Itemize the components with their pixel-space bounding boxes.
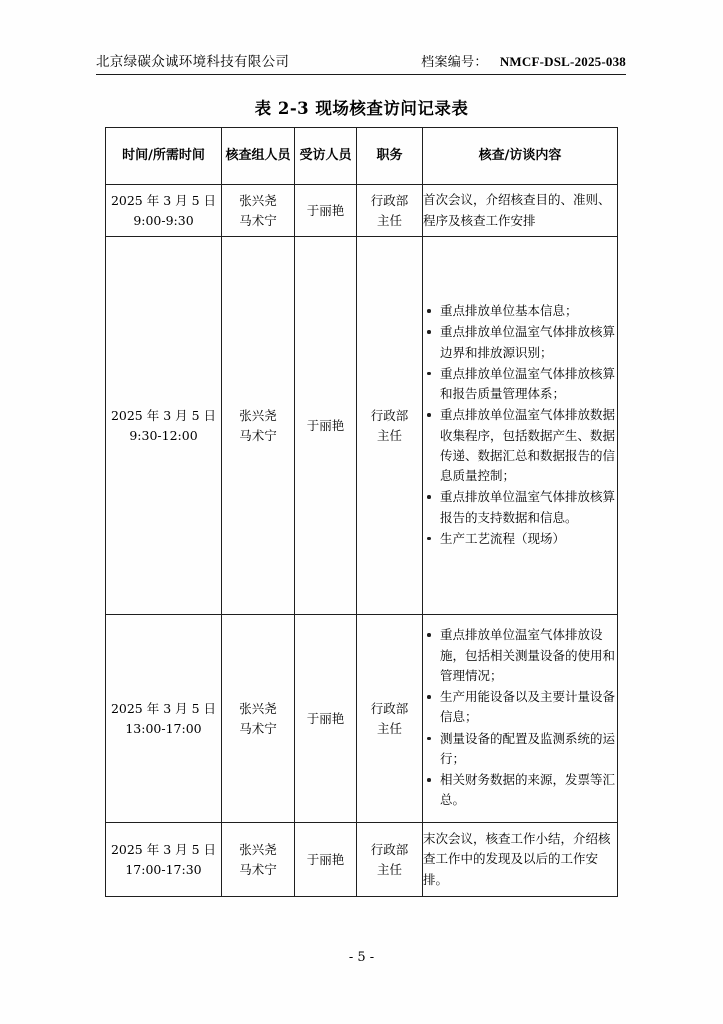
cell-role-line2: 主任 [376, 212, 402, 228]
cell-time-line2: 9:30-12:00 [129, 427, 198, 443]
cell-time-line2: 9:00-9:30 [133, 212, 194, 228]
cell-team-line1: 张兴尧 [239, 193, 277, 209]
list-item: 相关财务数据的来源，发票等汇总。 [438, 770, 617, 811]
cell-team [222, 823, 295, 897]
cell-role-line2: 主任 [376, 720, 402, 736]
column-header-time: 时间/所需时间 [106, 128, 222, 185]
cell-person: 于丽艳 [295, 237, 357, 615]
column-header-content: 核查/访谈内容 [423, 128, 618, 185]
cell-content [423, 185, 618, 237]
table-row [106, 237, 618, 615]
cell-team-line2: 马术宁 [239, 720, 277, 736]
cell-time [106, 823, 222, 897]
content-bullet-list [423, 625, 617, 810]
cell-role-line2: 主任 [376, 427, 402, 443]
cell-team-line1: 张兴尧 [239, 408, 277, 424]
column-header-role: 职务 [357, 128, 423, 185]
list-item: 生产用能设备以及主要计量设备信息； [438, 687, 617, 728]
cell-content-text: 首次会议，介绍核查目的、准则、程序及核查工作安排 [423, 192, 611, 228]
cell-role [357, 615, 423, 823]
cell-time-line1: 2025 年 3 月 5 日 [110, 701, 217, 717]
cell-role-line1: 行政部 [370, 193, 409, 209]
cell-role-line1: 行政部 [370, 842, 409, 858]
cell-content-text: 末次会议，核查工作小结，介绍核查工作中的发现及以后的工作安排。 [423, 831, 611, 887]
cell-role-line1: 行政部 [370, 408, 409, 424]
cell-role [357, 237, 423, 615]
cell-content [423, 615, 618, 823]
cell-team [222, 615, 295, 823]
cell-role [357, 185, 423, 237]
archive-number [421, 51, 626, 70]
column-header-team: 核查组人员 [222, 128, 295, 185]
cell-time-line1: 2025 年 3 月 5 日 [110, 193, 217, 209]
document-header [96, 50, 626, 70]
cell-time-line2: 13:00-17:00 [125, 720, 202, 736]
content-bullet-list [423, 301, 617, 549]
archive-number-label: 档案编号： [421, 55, 488, 70]
table-row [106, 185, 618, 237]
list-item: 重点排放单位温室气体排放设施，包括相关测量设备的使用和管理情况； [438, 625, 617, 686]
table-title: 表 2-3 现场核查访问记录表 [254, 99, 469, 118]
visit-record-table [105, 127, 618, 897]
cell-time-line2: 17:00-17:30 [125, 861, 202, 877]
column-header-person: 受访人员 [295, 128, 357, 185]
list-item: 测量设备的配置及监测系统的运行； [438, 729, 617, 770]
cell-content [423, 823, 618, 897]
page-number: - 5 - [348, 950, 375, 965]
cell-time [106, 615, 222, 823]
list-item: 重点排放单位温室气体排放数据收集程序，包括数据产生、数据传递、数据汇总和数据报告的信息质量控制； [438, 405, 617, 486]
company-name: 北京绿碳众诚环境科技有限公司 [96, 54, 290, 70]
list-item: 重点排放单位基本信息； [438, 301, 617, 321]
cell-role-line1: 行政部 [370, 701, 409, 717]
list-item: 重点排放单位温室气体排放核算报告的支持数据和信息。 [438, 487, 617, 528]
cell-time-line1: 2025 年 3 月 5 日 [110, 842, 217, 858]
list-item: 生产工艺流程（现场） [438, 529, 617, 549]
cell-time [106, 237, 222, 615]
table-row [106, 615, 618, 823]
cell-team-line1: 张兴尧 [239, 842, 277, 858]
cell-role [357, 823, 423, 897]
cell-content [423, 237, 618, 615]
cell-team [222, 185, 295, 237]
cell-role-line2: 主任 [376, 861, 402, 877]
cell-person: 于丽艳 [295, 615, 357, 823]
list-item: 重点排放单位温室气体排放核算和报告质量管理体系； [438, 364, 617, 405]
archive-number-value: NMCF-DSL-2025-038 [499, 54, 626, 69]
cell-team-line1: 张兴尧 [239, 701, 277, 717]
header-divider [96, 74, 626, 75]
list-item: 重点排放单位温室气体排放核算边界和排放源识别； [438, 322, 617, 363]
cell-team [222, 237, 295, 615]
cell-team-line2: 马术宁 [239, 212, 277, 228]
table-header-row [106, 128, 618, 185]
cell-team-line2: 马术宁 [239, 861, 277, 877]
table-row [106, 823, 618, 897]
cell-team-line2: 马术宁 [239, 427, 277, 443]
cell-person: 于丽艳 [295, 185, 357, 237]
cell-person: 于丽艳 [295, 823, 357, 897]
cell-time [106, 185, 222, 237]
cell-time-line1: 2025 年 3 月 5 日 [110, 408, 217, 424]
